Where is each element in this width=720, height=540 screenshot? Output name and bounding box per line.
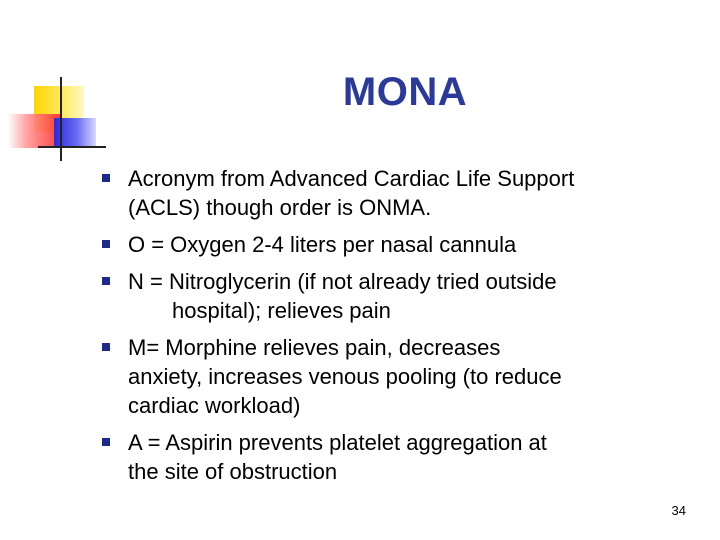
bullet-line: anxiety, increases venous pooling (to reduce: [128, 364, 562, 389]
bullet-line: O = Oxygen 2-4 liters per nasal cannula: [128, 232, 517, 257]
bullet-square-icon: [102, 438, 110, 446]
bullet-square-icon: [102, 343, 110, 351]
bullet-square-icon: [102, 174, 110, 182]
bullet-list: [100, 164, 700, 494]
bullet-text: [128, 333, 700, 420]
bullet-line: the site of obstruction: [128, 459, 338, 484]
horizontal-line-shape: [38, 146, 106, 148]
red-square-shape: [8, 114, 60, 148]
bullet-text: [128, 164, 700, 222]
bullet-line: (ACLS) though order is ONMA.: [128, 195, 432, 220]
bullet-line: M= Morphine relieves pain, decreases: [128, 335, 501, 360]
bullet-square-icon: [102, 277, 110, 285]
bullet-item: [100, 333, 700, 420]
bullet-item: [100, 428, 700, 486]
bullet-line: cardiac workload): [128, 393, 301, 418]
slide-title: MONA: [342, 70, 468, 114]
bullet-line: N = Nitroglycerin (if not already tried outside: [128, 269, 557, 294]
page-number: 34: [671, 503, 686, 518]
bullet-text: [128, 267, 700, 325]
bullet-line: hospital); relieves pain: [172, 298, 391, 323]
bullet-item: [100, 164, 700, 222]
bullet-line: Acronym from Advanced Cardiac Life Support: [128, 166, 575, 191]
bullet-line: A = Aspirin prevents platelet aggregation at: [128, 430, 547, 455]
bullet-square-icon: [102, 240, 110, 248]
bullet-item: [100, 230, 700, 259]
bullet-text: [128, 428, 700, 486]
bullet-text: [128, 230, 700, 259]
bullet-item: [100, 267, 700, 325]
